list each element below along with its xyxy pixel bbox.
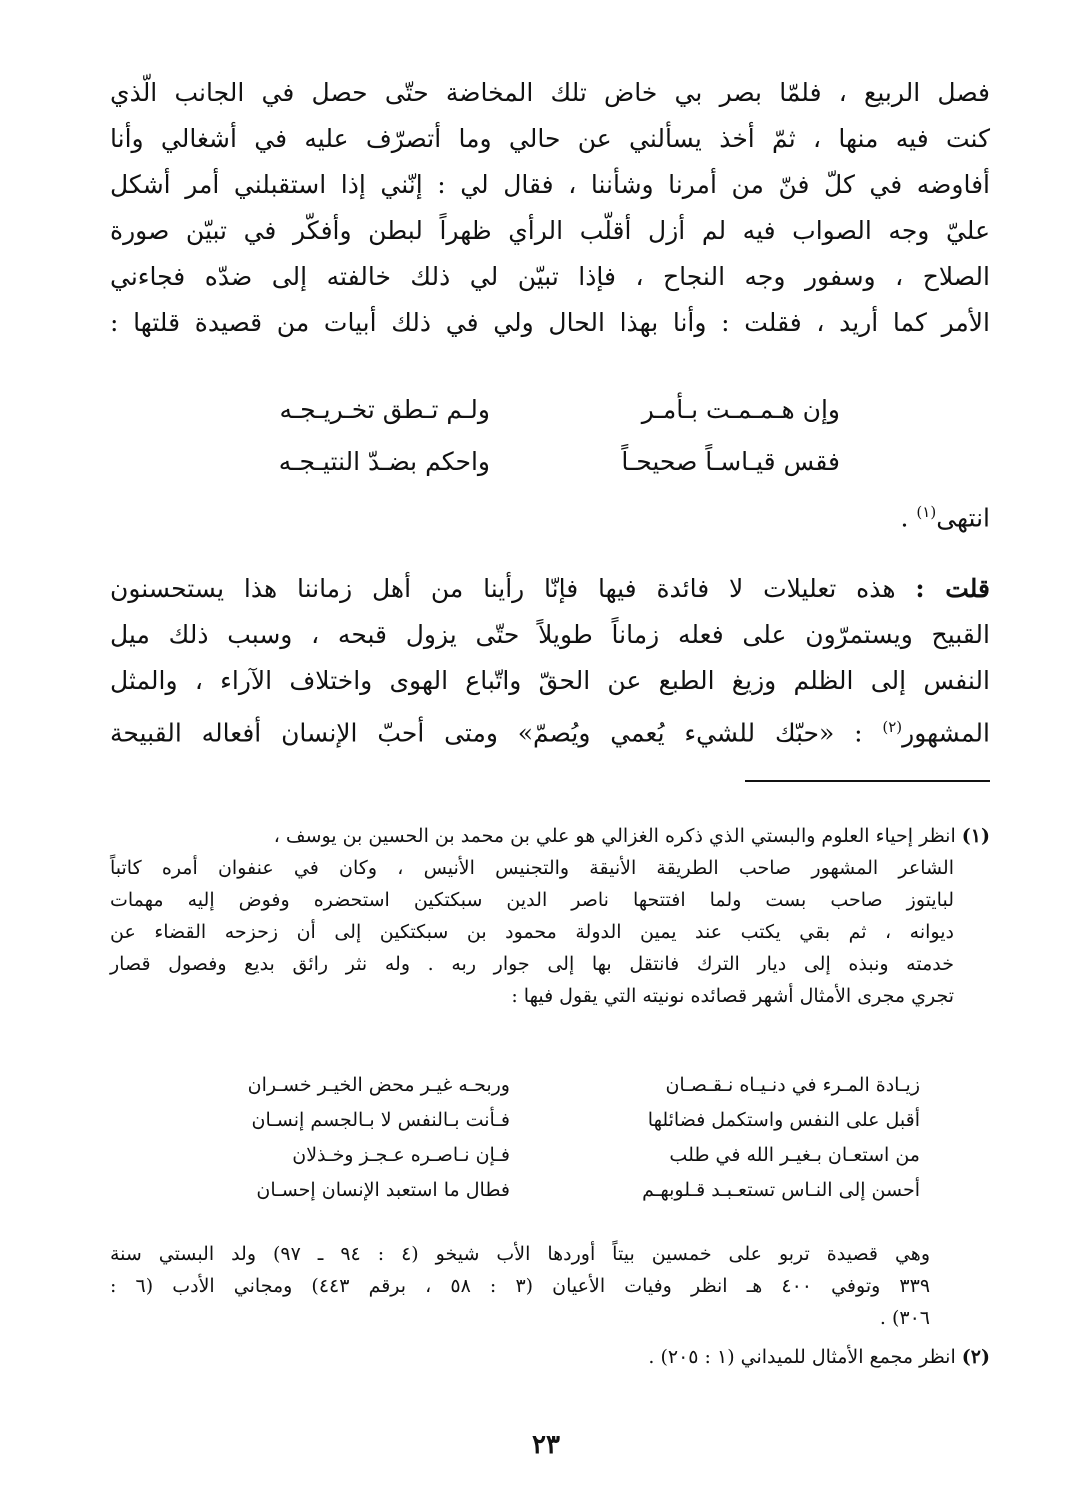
footnote-2 xyxy=(110,1346,990,1368)
poem-verse xyxy=(200,436,840,488)
quote-end-line xyxy=(110,503,990,532)
poem-verse xyxy=(160,1103,920,1138)
poem-verse xyxy=(160,1068,920,1103)
page-number: ٢٣ xyxy=(532,1430,560,1460)
verse-second-hemistich: فطال ما استعبد الإنسان إحسـان xyxy=(256,1179,510,1201)
poem-verse xyxy=(160,1138,920,1173)
text-line: كنت فيه منها ، ثمّ أخذ يسألني عن حالي وما أتصرّف عليه في أشغالي وأنا xyxy=(110,124,990,153)
footnote-1 xyxy=(110,820,990,1012)
verse-first-hemistich: أحسن إلى النـاس تستعـبـد قـلوبهـم xyxy=(642,1179,920,1201)
footnote-line: وهي قصيدة تربو على خمسين بيتاً أوردها الأب شيخو (٤ : ٩٤ ـ ٩٧) ولد البستي سنة xyxy=(110,1243,930,1265)
footnote-line: ديوانه ، ثم بقي يكتب عند يمين الدولة محمود بن سبكتكين إلى أن زحزحه القضاء عن xyxy=(110,921,954,943)
text-line: عليّ وجه الصواب فيه لم أزل أقلّب الرأي ظهراً لبطن وأفكّر في تبيّن صورة xyxy=(110,216,990,245)
qult-label: قلت : xyxy=(915,574,990,603)
main-paragraph-2 xyxy=(110,566,990,756)
footnote-line: خدمته ونبذه إلى ديار الترك فانتقل بها إلى جوار ربه . وله نثر رائق بديع وفصول قصار xyxy=(110,953,954,975)
verse-second-hemistich: فـإن نـاصـره عـجـز وخـذلان xyxy=(292,1144,510,1166)
text-segment: : «حبّك للشيء يُعمي ويُصمّ» ومتى أحبّ الإنسان أفعاله القبيحة xyxy=(110,718,883,748)
footnote-separator xyxy=(745,780,990,782)
poem-verse xyxy=(200,384,840,436)
footnote-line: الشاعر المشهور صاحب الطريقة الأنيقة والتجنيس الأنيس ، وكان في عنفوان أمره كاتباً xyxy=(110,857,954,879)
footnote-poem xyxy=(160,1068,920,1208)
main-paragraph-1 xyxy=(110,70,990,346)
verse-first-hemistich: أقبل على النفس واستكمل فضائلها xyxy=(647,1109,920,1131)
text-line: الصلاح ، وسفور وجه النجاح ، فإذا تبيّن لي ذلك خالفته إلى ضدّه فجاءني xyxy=(110,262,990,291)
text-line: أفاوضه في كلّ فنّ من أمرنا وشأننا ، فقال لي : إنّني إذا استقبلني أمر أشكل xyxy=(110,170,990,199)
text-segment: المشهور xyxy=(902,718,990,748)
footnote-line: ٣٠٦) . xyxy=(879,1307,930,1329)
verse-second-hemistich: ولـم تـطق تخـريـجـه xyxy=(279,395,490,424)
verse-second-hemistich: واحكم بضـدّ النتيـجـه xyxy=(278,447,490,476)
verse-first-hemistich: زيـادة المـرء في دنـيـاه نـقـصـان xyxy=(665,1074,920,1096)
text-line: فصل الربيع ، فلمّا بصر بي خاض تلك المخاضة حتّى حصل في الجانب الّذي xyxy=(110,78,990,107)
verse-first-hemistich: من استعـان بـغيـر الله في طلب xyxy=(669,1144,920,1166)
intaha-period: . xyxy=(900,503,917,533)
footnote-1-tail xyxy=(110,1238,990,1334)
text-line: القبيح ويستمرّون على فعله زماناً طويلاً حتّى يزول قبحه ، وسبب ذلك ميل xyxy=(110,620,990,649)
footnote-marker: (١) xyxy=(916,503,937,521)
footnote-marker: (٢) xyxy=(882,718,903,736)
poem-verses xyxy=(200,384,840,488)
footnote-body xyxy=(110,852,990,1012)
text-line xyxy=(110,566,990,612)
text-line: الأمر كما أريد ، فقلت : وأنا بهذا الحال ولي في ذلك أبيات من قصيدة قلتها : xyxy=(110,308,990,337)
footnote-line: تجري مجرى الأمثال أشهر قصائده نونيته التي يقول فيها : xyxy=(511,985,954,1007)
text-segment: انظر إحياء العلوم والبستي الذي ذكره الغزالي هو علي بن محمد بن الحسين بن يوسف ، xyxy=(273,825,962,847)
intaha-word: انتهى xyxy=(936,503,990,533)
text-line: النفس إلى الظلم وزيغ الطبع عن الحقّ واتّباع الهوى واختلاف الآراء ، والمثل xyxy=(110,666,990,695)
poem-verse xyxy=(160,1173,920,1208)
footnote-line: ٣٣٩ وتوفي ٤٠٠ هـ انظر وفيات الأعيان (٣ : ٥٨ ، برقم ٤٤٣) ومجاني الأدب (٦ : xyxy=(110,1275,931,1297)
verse-second-hemistich: فـأنت بـالنفس لا بـالجسم إنسـان xyxy=(251,1109,510,1131)
text-segment: انظر مجمع الأمثال للميداني (١ : ٢٠٥) . xyxy=(648,1346,962,1368)
footnote-line: لبايتوز صاحب بست ولما افتتحها ناصر الدين سبكتكين استحضره وفوض إليه مهمات xyxy=(110,889,954,911)
footnote-label: (١) xyxy=(961,825,990,847)
footnote-first-line xyxy=(110,820,990,852)
verse-first-hemistich: فقس قيـاسـاً صحيحـاً xyxy=(621,447,840,476)
text-line xyxy=(110,704,990,756)
verse-first-hemistich: وإن هـمـمـت بـأمـر xyxy=(641,395,840,424)
text-segment: هذه تعليلات لا فائدة فيها فإنّا رأينا من أهل زماننا هذا يستحسنون xyxy=(110,574,916,603)
verse-second-hemistich: وربحـه غيـر محض الخيـر خسـران xyxy=(247,1074,510,1096)
footnote-label: (٢) xyxy=(961,1346,990,1368)
